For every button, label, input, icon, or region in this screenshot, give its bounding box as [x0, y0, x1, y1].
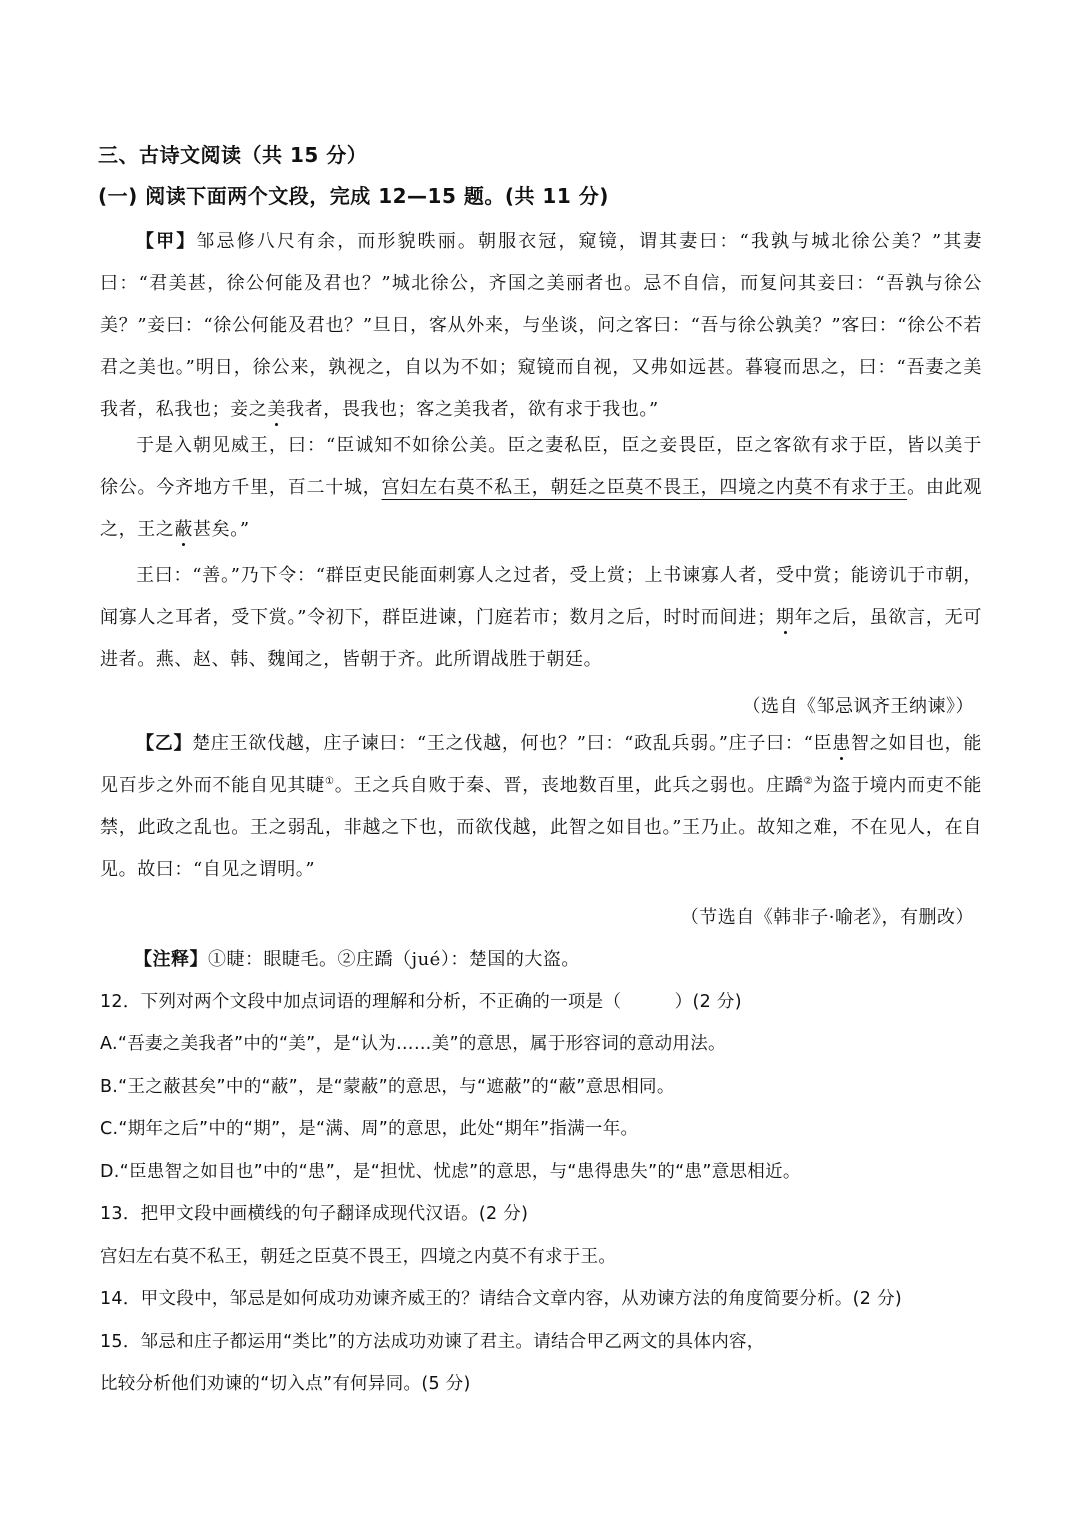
- passage-text: 年之后，虽欲言，无可进者。燕、赵、韩、魏闻之，皆朝于齐。此所谓战胜于朝廷。: [100, 607, 982, 670]
- passage-text: 甚矣。”: [193, 519, 250, 540]
- subsection-title: (一) 阅读下面两个文段，完成 12—15 题。(共 11 分): [98, 184, 609, 208]
- dotted-word-mei: 美: [267, 399, 287, 420]
- underlined-sentence: 宫妇左右莫不私王，朝廷之臣莫不畏王，四境之内莫不有求于王: [381, 477, 908, 498]
- passage-jia-paragraph-3: [100, 555, 982, 681]
- annotation-text: ①睫：眼睫毛。②庄蹻（jué）：楚国的大盗。: [208, 949, 580, 970]
- passage-yi-label: 【乙】: [136, 733, 193, 754]
- passage-jia-paragraph-2: [100, 425, 982, 551]
- passage-text: 我者，畏我也；客之美我者，欲有求于我也。”: [286, 399, 659, 420]
- passage-text: 于是入朝见威王，曰：“臣诚知不如徐公美。臣之妻私臣，臣之妾畏臣，臣之客欲有求于臣，皆以美于徐公。今齐地方千里，百二十城，: [100, 435, 982, 498]
- passage-jia-paragraph-1: [100, 221, 982, 431]
- annotation-note: [134, 945, 580, 971]
- passage-text: 。由此观之，王之: [100, 477, 983, 540]
- question-15-line-1: 15．邹忌和庄子都运用“类比”的方法成功劝谏了君主。请结合甲乙两文的具体内容，: [100, 1332, 765, 1352]
- question-14: 14．甲文段中，邹忌是如何成功劝谏齐威王的？请结合文章内容，从劝谏方法的角度简要分析。(2 分): [100, 1289, 903, 1309]
- dotted-word-ji: 期: [775, 607, 795, 628]
- passage-yi-paragraph: [100, 723, 982, 891]
- section-title: 三、古诗文阅读（共 15 分）: [98, 143, 368, 167]
- passage-text: 。王之兵自败于秦、晋，丧地数百里，此兵之弱也。庄蹻: [334, 775, 804, 796]
- passage-jia-label: 【甲】: [136, 231, 197, 252]
- passage-text: 智之如目也，能见百步之外而不能自见其睫: [100, 733, 982, 796]
- option-b: B.“王之蔽甚矣”中的“蔽”，是“蒙蔽”的意思，与“遮蔽”的“蔽”意思相同。: [100, 1077, 675, 1097]
- question-13: 13．把甲文段中画横线的句子翻译成现代汉语。(2 分): [100, 1204, 529, 1224]
- annotation-label: 【注释】: [134, 949, 208, 970]
- question-12: 12．下列对两个文段中加点词语的理解和分析，不正确的一项是（ ）(2 分): [100, 992, 742, 1012]
- passage-text: 邹忌修八尺有余，而形貌昳丽。朝服衣冠，窥镜，谓其妻曰：“我孰与城北徐公美？”其妻曰：“君美甚，徐公何能及君也？”城北徐公，齐国之美丽者也。忌不自信，而复问其妾曰：“吾孰与徐公美？”妾曰：“徐公何能及君也？”旦日，客从外来，与坐谈，问之客曰：“吾与徐公孰美？”客曰：“徐公不若君之美也。”明日，徐公来，孰视之，自以为不如；窥镜而自视，又弗如远甚。暮寝而思之，曰：“吾妻之美我者，私我也；妾之: [100, 231, 982, 420]
- passage-yi-source: （节选自《韩非子·喻老》，有删改）: [680, 907, 974, 928]
- question-15-line-2: 比较分析他们劝谏的“切入点”有何异同。(5 分): [100, 1374, 471, 1394]
- option-c: C.“期年之后”中的“期”，是“满、周”的意思，此处“期年”指满一年。: [100, 1119, 639, 1139]
- passage-text: 楚庄王欲伐越，庄子谏曰：“王之伐越，何也？”曰：“政乱兵弱。”庄子曰：“臣: [192, 733, 833, 754]
- footnote-marker-1: ①: [325, 776, 335, 787]
- passage-text: 为盗于境内而吏不能禁，此政之乱也。王之弱乱，非越之下也，而欲伐越，此智之如目也。”王乃止。故知之难，不在见人，在自见。故曰：“自见之谓明。”: [100, 775, 982, 880]
- option-d: D.“臣患智之如目也”中的“患”，是“担忧、忧虑”的意思，与“患得患失”的“患”意思相近。: [100, 1162, 801, 1182]
- dotted-word-huan: 患: [832, 733, 851, 754]
- dotted-word-bi: 蔽: [174, 519, 194, 540]
- passage-jia-source: （选自《邹忌讽齐王纳谏》）: [742, 696, 974, 717]
- option-a: A.“吾妻之美我者”中的“美”，是“认为……美”的意思，属于形容词的意动用法。: [100, 1034, 726, 1054]
- question-13-sentence: 宫妇左右莫不私王，朝廷之臣莫不畏王，四境之内莫不有求于王。: [100, 1247, 617, 1267]
- footnote-marker-2: ②: [803, 776, 814, 787]
- passage-text: 王曰：“善。”乃下令：“群臣吏民能面刺寡人之过者，受上赏；上书谏寡人者，受中赏；能谤讥于市朝，闻寡人之耳者，受下赏。”令初下，群臣进谏，门庭若市；数月之后，时时而间进；: [100, 565, 982, 628]
